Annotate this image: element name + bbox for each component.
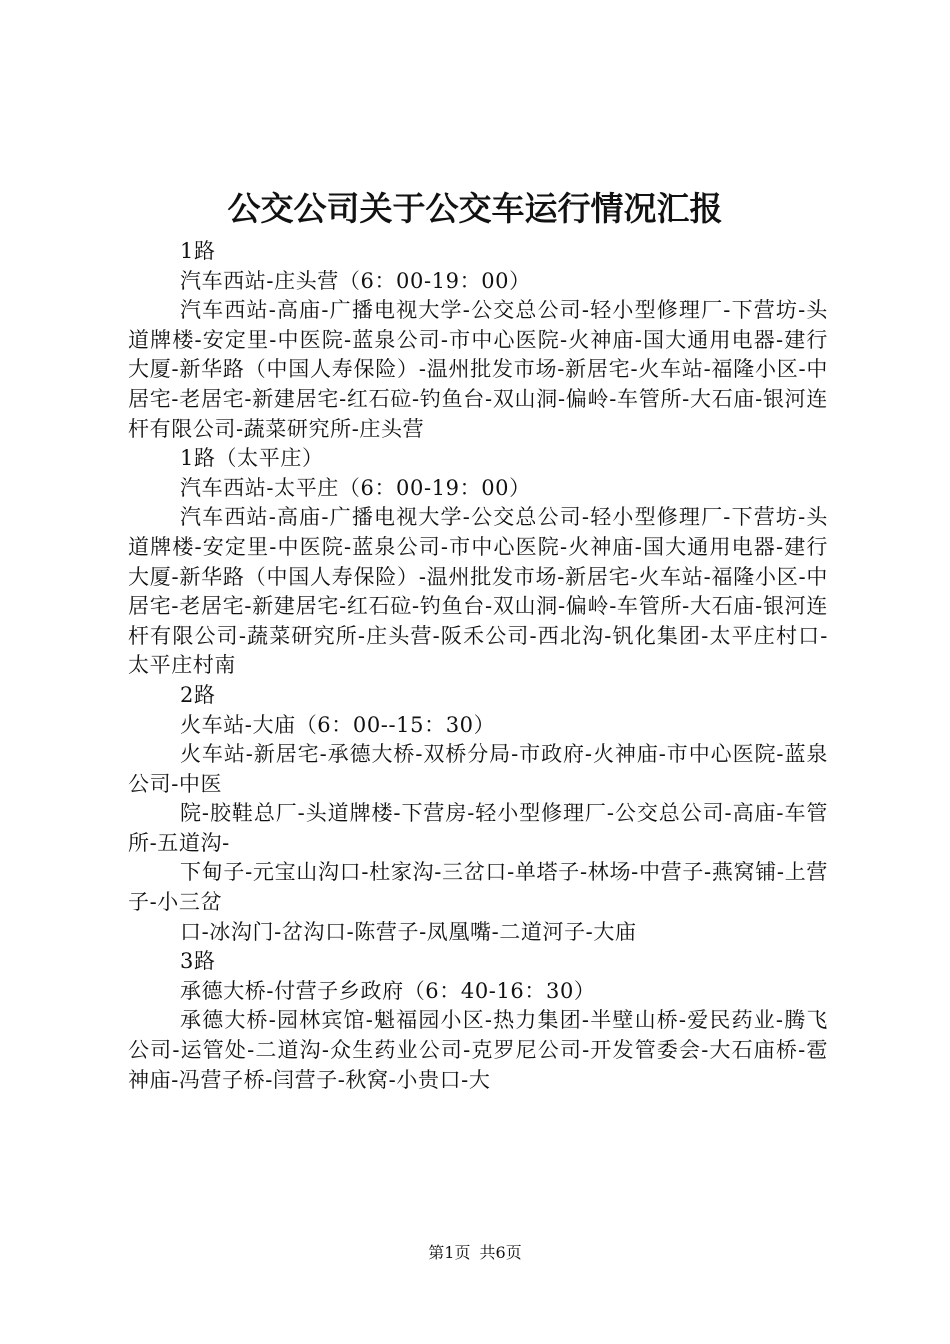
route-stops: 口-冰沟门-岔沟口-陈营子-凤凰嘴-二道河子-大庙 bbox=[180, 919, 637, 944]
route-schedule: 汽车西站-庄头营（6：00-19：00） bbox=[180, 268, 531, 293]
route-heading: 1路（太平庄） bbox=[180, 446, 324, 471]
route-stops: 院-胶鞋总厂-头道牌楼-下营房-轻小型修理厂-公交总公司-高庙-车管所-五道沟- bbox=[128, 801, 828, 855]
page-total: 共6页 bbox=[479, 1243, 522, 1262]
route-heading: 2路 bbox=[180, 682, 216, 707]
document-body bbox=[128, 237, 828, 1095]
page-number: 第1页 bbox=[428, 1243, 471, 1262]
route-heading: 1路 bbox=[180, 239, 216, 263]
route-heading: 3路 bbox=[180, 949, 216, 974]
route-schedule: 承德大桥-付营子乡政府（6：40-16：30） bbox=[180, 978, 596, 1003]
document-title: 公交公司关于公交车运行情况汇报 bbox=[227, 189, 723, 228]
page-footer bbox=[0, 1242, 950, 1264]
route-schedule: 火车站-大庙（6：00--15：30） bbox=[180, 712, 496, 737]
route-schedule: 汽车西站-太平庄（6：00-19：00） bbox=[180, 475, 531, 500]
route-stops: 火车站-新居宅-承德大桥-双桥分局-市政府-火神庙-市中心医院-蓝泉公司-中医 bbox=[128, 742, 828, 796]
route-stops: 承德大桥-园林宾馆-魁福园小区-热力集团-半壁山桥-爱民药业-腾飞公司-运管处-二道沟-众生药业公司-克罗尼公司-开发管委会-大石庙桥-雹神庙-冯营子桥-闫营子-秋窝-小贵口-大 bbox=[128, 1008, 828, 1092]
route-stops: 下甸子-元宝山沟口-杜家沟-三岔口-单塔子-林场-中营子-燕窝铺-上营子-小三岔 bbox=[128, 860, 828, 915]
route-stops: 汽车西站-高庙-广播电视大学-公交总公司-轻小型修理厂-下营坊-头道牌楼-安定里-中医院-蓝泉公司-市中心医院-火神庙-国大通用电器-建行大厦-新华路（中国人寿保险）-温州批发市场-新居宅-火车站-福隆小区-中居宅-老居宅-新建居宅-红石砬-钓鱼台-双山洞-偏岭-车管所-大石庙-银河连杆有限公司-蔬菜研究所-庄头营-阪禾公司-西北沟-钒化集团-太平庄村口-太平庄村南 bbox=[128, 505, 828, 678]
route-stops: 汽车西站-高庙-广播电视大学-公交总公司-轻小型修理厂-下营坊-头道牌楼-安定里-中医院-蓝泉公司-市中心医院-火神庙-国大通用电器-建行大厦-新华路（中国人寿保险）-温州批发市场-新居宅-火车站-福隆小区-中居宅-老居宅-新建居宅-红石砬-钓鱼台-双山洞-偏岭-车管所-大石庙-银河连杆有限公司-蔬菜研究所-庄头营 bbox=[128, 298, 828, 441]
